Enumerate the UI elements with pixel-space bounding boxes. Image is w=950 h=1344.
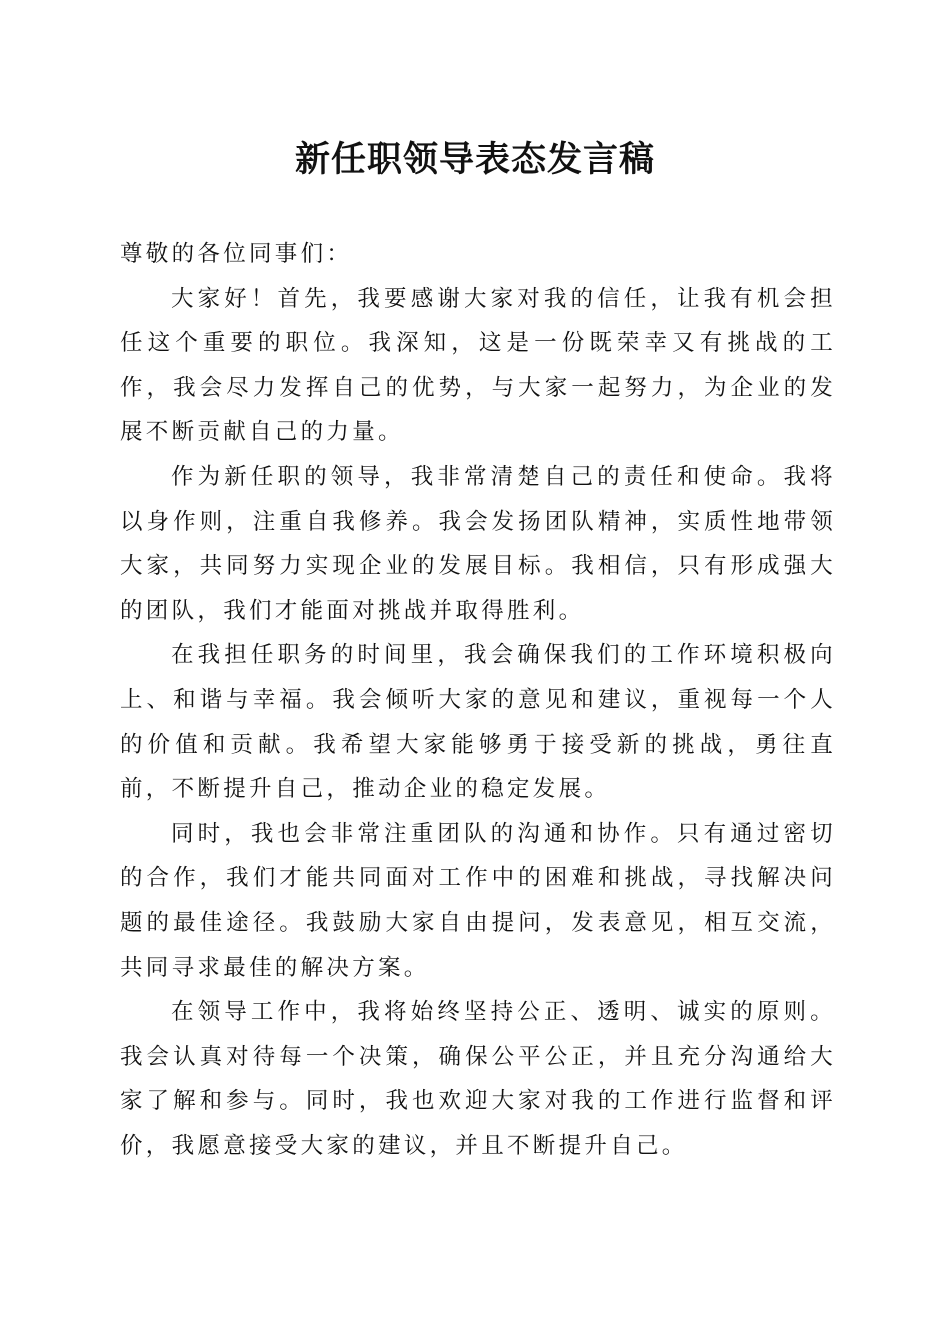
paragraph: 作为新任职的领导，我非常清楚自己的责任和使命。我将以身作则，注重自我修养。我会发扬团队精神，实质性地带领大家，共同努力实现企业的发展目标。我相信，只有形成强大的团队，我们才能面对挑战并取得胜利。	[120, 463, 836, 624]
paragraph: 同时，我也会非常注重团队的沟通和协作。只有通过密切的合作，我们才能共同面对工作中的困难和挑战，寻找解决问题的最佳途径。我鼓励大家自由提问，发表意见，相互交流，共同寻求最佳的解决方案。	[120, 820, 836, 981]
document-body	[120, 232, 836, 1168]
document-title: 新任职领导表态发言稿	[294, 139, 655, 180]
paragraph: 在领导工作中，我将始终坚持公正、透明、诚实的原则。我会认真对待每一个决策，确保公平公正，并且充分沟通给大家了解和参与。同时，我也欢迎大家对我的工作进行监督和评价，我愿意接受大家的建议，并且不断提升自己。	[120, 999, 836, 1159]
salutation: 尊敬的各位同事们：	[120, 241, 353, 267]
paragraph: 大家好！首先，我要感谢大家对我的信任，让我有机会担任这个重要的职位。我深知，这是一份既荣幸又有挑战的工作，我会尽力发挥自己的优势，与大家一起努力，为企业的发展不断贡献自己的力量。	[120, 285, 836, 446]
paragraph: 在我担任职务的时间里，我会确保我们的工作环境积极向上、和谐与幸福。我会倾听大家的意见和建议，重视每一个人的价值和贡献。我希望大家能够勇于接受新的挑战，勇往直前，不断提升自己，推动企业的稳定发展。	[120, 642, 836, 803]
